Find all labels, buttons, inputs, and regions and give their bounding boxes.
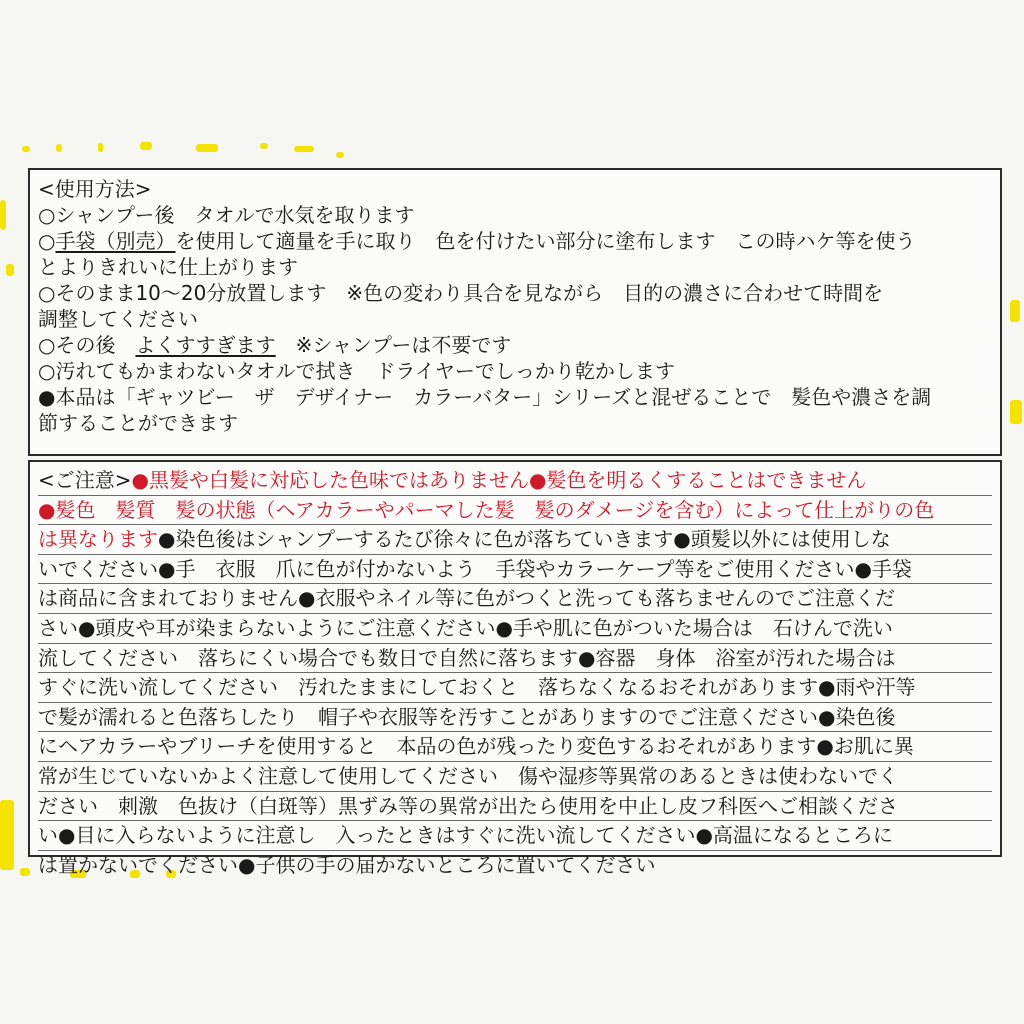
text-segment: 常が生じていないかよく注意して使用してください 傷や湿疹等異常のあるときは使わないでく <box>38 763 898 788</box>
yellow-print-mark <box>294 146 314 152</box>
yellow-print-mark <box>336 152 344 158</box>
caution-line <box>38 821 992 851</box>
yellow-print-mark <box>0 200 6 230</box>
text-segment: さい●頭皮や耳が染まらないようにご注意ください●手や肌に色がついた場合は 石けんで洗い <box>38 615 893 640</box>
yellow-print-mark <box>1010 300 1020 322</box>
text-segment: 手袋（別売） <box>55 229 176 253</box>
caution-line <box>38 614 992 644</box>
yellow-print-mark <box>6 264 14 276</box>
text-segment: ○シャンプー後 タオルで水気を取ります <box>38 203 415 227</box>
caution-line <box>38 584 992 614</box>
caution-line <box>38 555 992 585</box>
text-segment: ○汚れてもかまわないタオルで拭き ドライヤーでしっかり乾かします <box>38 359 675 383</box>
caution-line <box>38 703 992 733</box>
caution-notes-box <box>28 460 1002 877</box>
usage-line <box>38 228 992 254</box>
text-segment: ○そのまま10～20分放置します ※色の変わり具合を見ながら 目的の濃さに合わせて時間を <box>38 281 884 305</box>
text-segment: ○ <box>38 229 56 253</box>
yellow-print-mark <box>22 146 30 152</box>
yellow-print-mark <box>20 868 30 876</box>
warning-text: は異なります <box>38 527 158 552</box>
caution-line <box>38 762 992 792</box>
caution-line <box>38 732 992 762</box>
usage-line <box>38 202 992 228</box>
usage-instructions-box <box>28 168 1002 456</box>
yellow-print-mark <box>0 800 14 870</box>
usage-line <box>38 332 992 358</box>
usage-line <box>38 384 992 410</box>
caution-line <box>38 792 992 822</box>
text-segment: い●目に入らないように注意し 入ったときはすぐに洗い流してください●高温になるところに <box>38 823 893 848</box>
caution-line <box>38 525 992 555</box>
text-segment: よくすすぎます <box>135 333 276 357</box>
text-segment: ※シャンプーは不要です <box>275 333 512 357</box>
text-segment: <使用方法> <box>38 177 152 201</box>
yellow-print-mark <box>260 143 268 149</box>
caution-line <box>38 851 992 880</box>
text-segment: いでください●手 衣服 爪に色が付かないよう 手袋やカラーケープ等をご使用ください●手袋 <box>38 556 912 581</box>
text-segment: ●本品は「ギャツビー ザ デザイナー カラーバター」シリーズと混ぜることで 髪色や濃さを調 <box>38 385 932 409</box>
usage-line <box>38 176 992 202</box>
caution-line <box>38 466 992 496</box>
text-segment: <ご注意> <box>38 468 132 492</box>
text-segment: すぐに洗い流してください 汚れたままにしておくと 落ちなくなるおそれがあります●雨や汗等 <box>38 675 916 700</box>
yellow-print-mark <box>56 144 62 152</box>
warning-text: ●黒髪や白髪に対応した色味ではありません●髪色を明るくすることはできません <box>131 468 867 492</box>
warning-text: ●髪色 髪質 髪の状態（ヘアカラーやパーマした髪 髪のダメージを含む）によって仕上がりの色 <box>38 497 935 522</box>
text-segment: 節することができます <box>38 411 238 435</box>
text-segment: を使用して適量を手に取り 色を付けたい部分に塗布します この時ハケ等を使う <box>175 229 916 253</box>
caution-line <box>38 496 992 526</box>
text-segment: は商品に含まれておりません●衣服やネイル等に色がつくと洗っても落ちませんのでご注意くだ <box>38 586 896 611</box>
usage-line <box>38 280 992 306</box>
text-segment: で髪が濡れると色落ちしたり 帽子や衣服等を汚すことがありますのでご注意ください●染色後 <box>38 704 896 729</box>
usage-line <box>38 358 992 384</box>
caution-line <box>38 644 992 674</box>
text-segment: は置かないでください●子供の手の届かないところに置いてください <box>38 852 656 877</box>
text-segment: 流してください 落ちにくい場合でも数日で自然に落ちます●容器 身体 浴室が汚れた場合は <box>38 645 896 670</box>
usage-line <box>38 410 992 436</box>
text-segment: ○その後 <box>38 333 136 357</box>
text-segment: とよりきれいに仕上がります <box>38 255 298 279</box>
text-segment: ●染色後はシャンプーするたび徐々に色が落ちていきます●頭髪以外には使用しな <box>158 527 891 552</box>
usage-line <box>38 254 992 280</box>
caution-line <box>38 673 992 703</box>
yellow-print-mark <box>98 143 103 152</box>
yellow-print-mark <box>1010 400 1022 424</box>
yellow-print-mark <box>196 144 218 152</box>
usage-line <box>38 306 992 332</box>
yellow-print-mark <box>140 142 152 150</box>
text-segment: ださい 刺激 色抜け（白斑等）黒ずみ等の異常が出たら使用を中止し皮フ科医へご相談くださ <box>38 793 898 818</box>
text-segment: にヘアカラーやブリーチを使用すると 本品の色が残ったり変色するおそれがあります●お肌に異 <box>38 734 914 759</box>
text-segment: 調整してください <box>38 307 198 331</box>
